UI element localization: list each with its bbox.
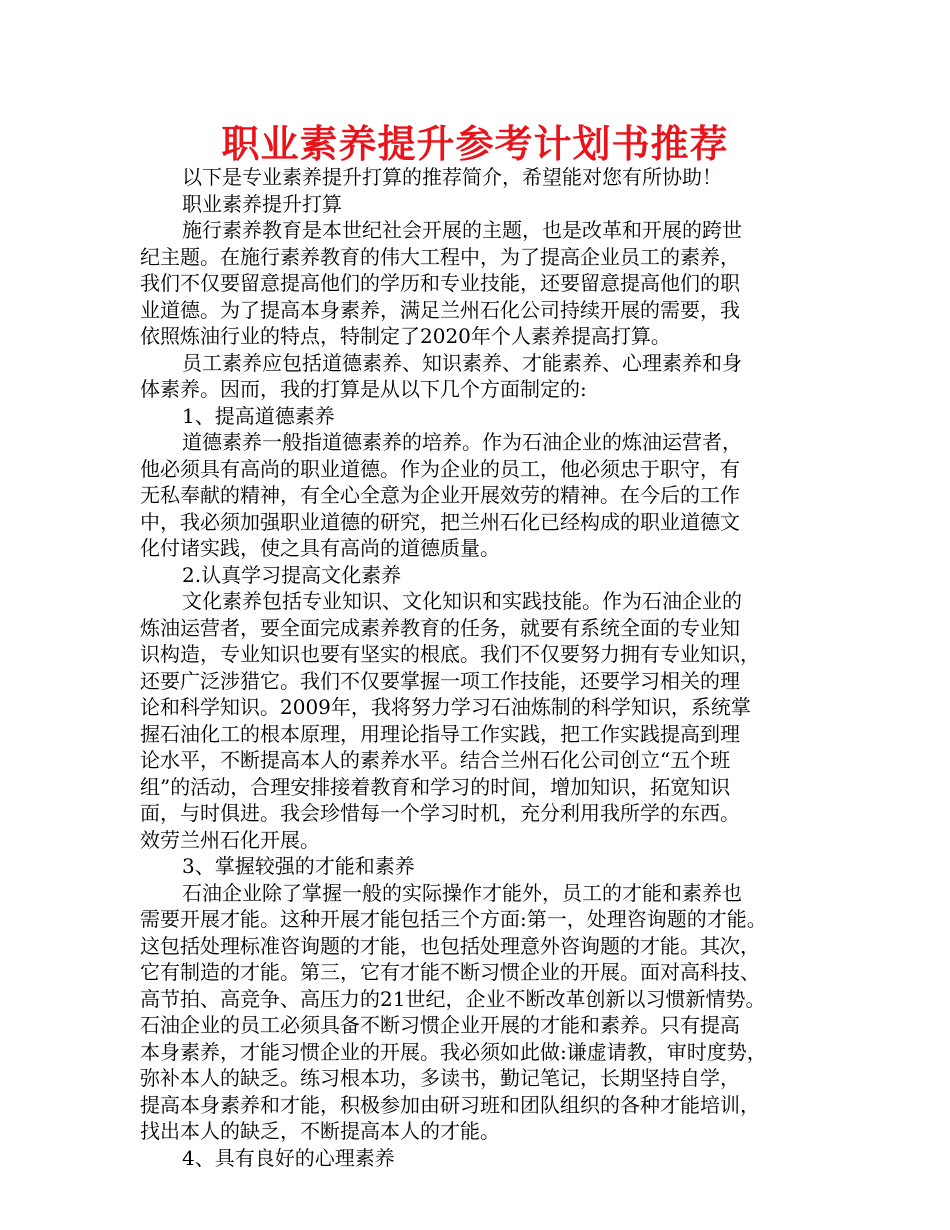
text-line: 员工素养应包括道德素养、知识素养、才能素养、心理素养和身 [182,350,742,375]
text-line: 1、提高道德素养 [182,403,335,428]
text-line: 握石油化工的根本原理，用理论指导工作实践，把工作实践提高到理 [140,721,740,746]
text-line: 我们不仅要留意提高他们的学历和专业技能，还要留意提高他们的职 [140,271,740,295]
text-line: 他必须具有高尚的职业道德。作为企业的员工，他必须忠于职守，有 [140,456,740,481]
text-line: 体素养。因而，我的打算是从以下几个方面制定的: [140,377,587,401]
text-line: 以下是专业素养提升打算的推荐简介，希望能对您有所协助！ [182,165,722,189]
text-line: 论水平，不断提高本人的素养水平。结合兰州石化公司创立“五个班 [140,748,731,772]
text-line: 纪主题。在施行素养教育的伟大工程中，为了提高企业员工的素养， [140,244,740,269]
text-line: 识构造，专业知识也要有坚实的根底。我们不仅要努力拥有专业知识， [140,642,760,666]
text-line: 它有制造的才能。第三，它有才能不断习惯企业的开展。面对高科技、 [140,960,760,984]
text-line: 需要开展才能。这种开展才能包括三个方面:第一，处理咨询题的才能。 [140,907,767,931]
text-line: 提高本身素养和才能，积极参加由研习班和团队组织的各种才能培训， [140,1092,760,1117]
text-line: 依照炼油行业的特点，特制定了2020年个人素养提高打算。 [140,324,671,348]
text-line: 职业素养提升打算 [182,191,342,216]
document-body [140,164,830,1171]
text-line: 高节拍、高竞争、高压力的21世纪，企业不断改革创新以习惯新情势。 [140,986,766,1011]
text-line: 石油企业除了掌握一般的实际操作才能外，员工的才能和素养也 [182,880,742,905]
text-line: 面，与时俱进。我会珍惜每一个学习时机，充分利用我所学的东西。 [140,801,740,825]
text-line: 中，我必须加强职业道德的研究，把兰州石化已经构成的职业道德文 [140,509,740,534]
text-line: 效劳兰州石化开展。 [140,827,320,852]
text-line: 本身素养，才能习惯企业的开展。我必须如此做:谦虚请教，审时度势， [140,1039,767,1064]
text-line: 施行素养教育是本世纪社会开展的主题，也是改革和开展的跨世 [182,218,742,242]
text-line: 4、具有良好的心理素养 [182,1145,395,1170]
text-line: 2.认真学习提高文化素养 [182,562,402,587]
document-title: 职业素养提升参考计划书推荐 [221,122,729,166]
text-line: 论和科学知识。2009年，我将努力学习石油炼制的科学知识，系统掌 [140,695,751,719]
text-line: 弥补本人的缺乏。练习根本功，多读书，勤记笔记，长期坚持自学， [140,1066,740,1090]
text-line: 道德素养一般指道德素养的培养。作为石油企业的炼油运营者， [182,430,742,454]
text-line: 找出本人的缺乏，不断提高本人的才能。 [140,1119,500,1143]
text-line: 还要广泛涉猎它。我们不仅要掌握一项工作技能，还要学习相关的理 [140,668,740,693]
text-line: 文化素养包括专业知识、文化知识和实践技能。作为石油企业的 [182,589,742,613]
text-line: 业道德。为了提高本身素养，满足兰州石化公司持续开展的需要，我 [140,297,740,322]
text-line: 3、掌握较强的才能和素养 [182,854,415,878]
text-line: 炼油运营者，要全面完成素养教育的任务，就要有系统全面的专业知 [140,615,740,640]
text-line: 石油企业的员工必须具备不断习惯企业开展的才能和素养。只有提高 [140,1013,740,1037]
text-line: 无私奉献的精神，有全心全意为企业开展效劳的精神。在今后的工作 [140,483,740,507]
text-line: 这包括处理标准咨询题的才能，也包括处理意外咨询题的才能。其次， [140,933,760,958]
text-line: 组”的活动，合理安排接着教育和学习的时间，增加知识，拓宽知识 [140,774,731,799]
text-line: 化付诸实践，使之具有高尚的道德质量。 [140,536,500,560]
